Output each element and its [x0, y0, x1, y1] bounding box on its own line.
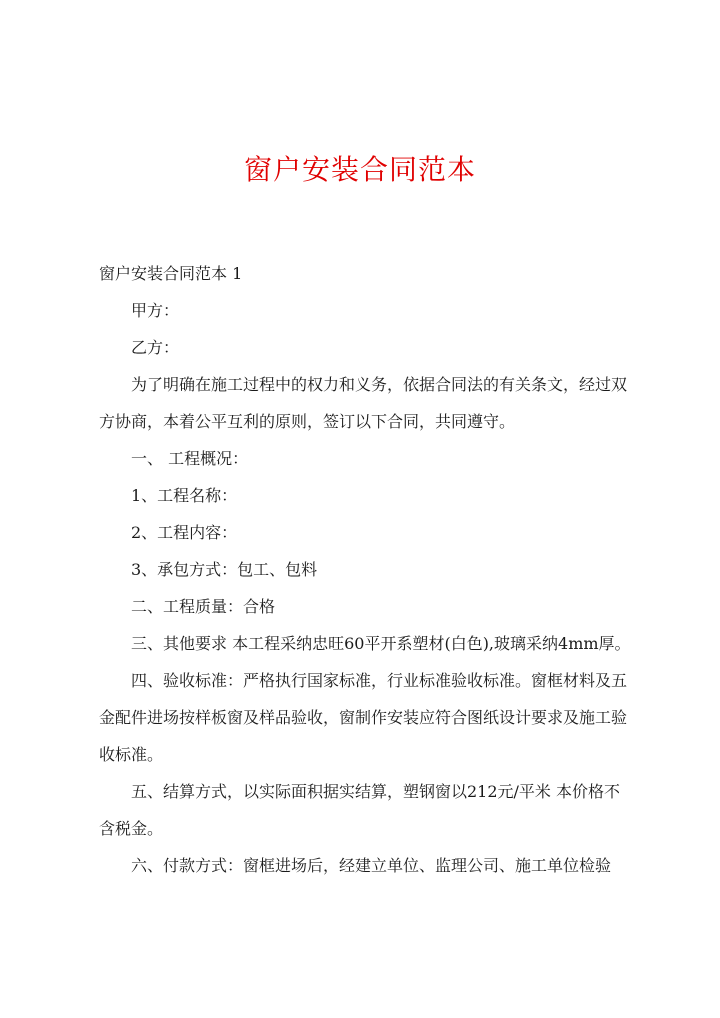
contract-method-item: 3、承包方式：包工、包料 [131, 560, 318, 579]
section-3-requirements: 三、其他要求 本工程采纳忠旺60平开系塑材(白色),玻璃采纳4mm厚。 [131, 634, 631, 653]
section-6-payment: 六、付款方式：窗框进场后，经建立单位、监理公司、施工单位检验 [131, 856, 612, 875]
intro-paragraph: 为了明确在施工过程中的权力和义务，依据合同法的有关条文，经过双方协商，本着公平互利的原则，签订以下合同，共同遵守。 [99, 375, 628, 431]
project-name-item: 1、工程名称： [131, 486, 238, 505]
party-b-line: 乙方： [131, 338, 180, 357]
section-1-heading: 一、 工程概况： [131, 449, 249, 468]
party-a-line: 甲方： [131, 301, 180, 320]
section-2-quality: 二、工程质量：合格 [131, 597, 276, 616]
section-4-acceptance: 四、验收标准：严格执行国家标准，行业标准验收标准。窗框材料及五金配件进场按样板窗及样品验收，窗制作安装应符合图纸设计要求及施工验收标准。 [99, 671, 628, 764]
document-title: 窗户安装合同范本 [243, 153, 476, 186]
section-5-settlement: 五、结算方式，以实际面积据实结算，塑钢窗以212元/平米 本价格不含税金。 [99, 782, 621, 838]
project-content-item: 2、工程内容： [131, 523, 238, 542]
contract-subtitle: 窗户安装合同范本 1 [99, 264, 243, 283]
document-body [99, 255, 634, 884]
